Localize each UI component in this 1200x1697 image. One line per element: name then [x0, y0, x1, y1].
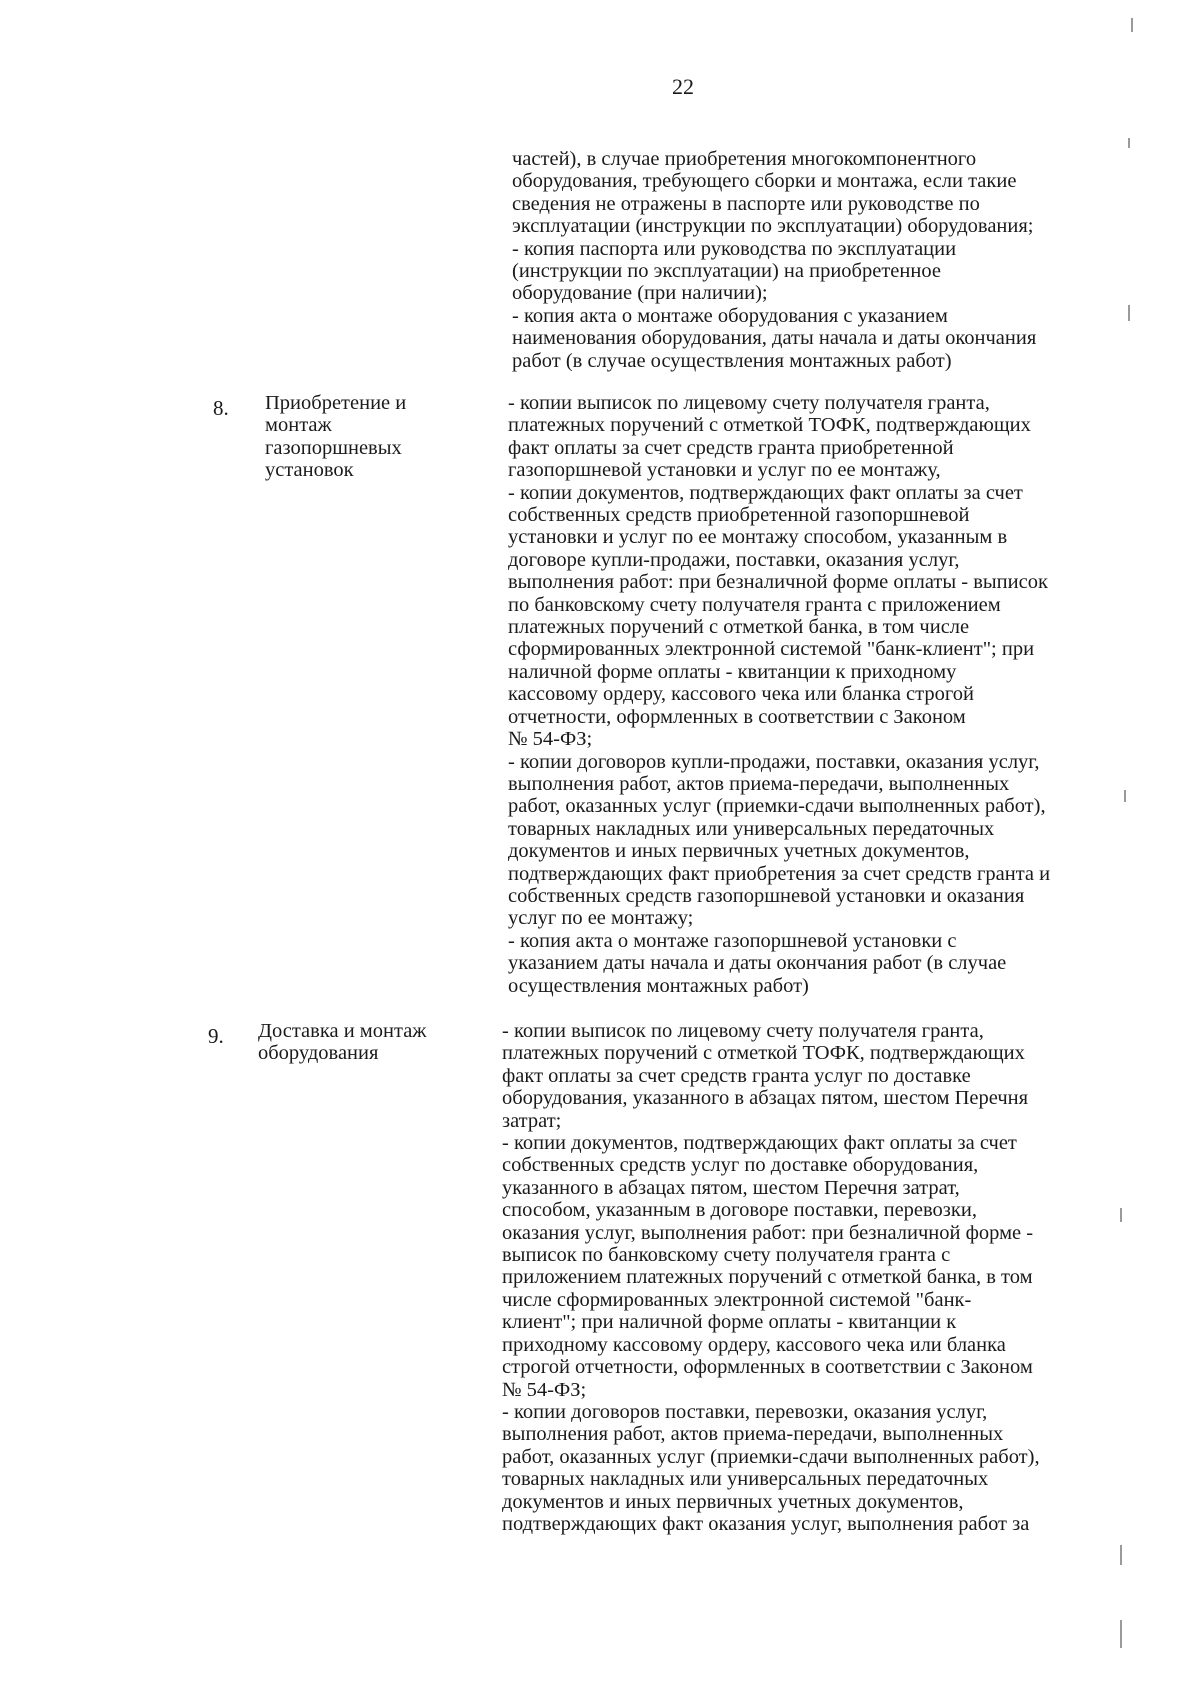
text-line: строгой отчетности, оформленных в соответствии с Законом [502, 1356, 1033, 1379]
text-line: выполнения работ: при безналичной форме оплаты - выписок [508, 571, 1048, 594]
text-line: платежных поручений с отметкой ТОФК, подтверждающих [502, 1042, 1025, 1065]
text-line: числе сформированных электронной системой "банк- [502, 1288, 972, 1311]
text-line: оборудования, указанного в абзацах пятом, шестом Перечня [502, 1087, 1029, 1110]
text-line: № 54-ФЗ; [508, 728, 593, 751]
page-number: 22 [672, 74, 694, 99]
row-number: 8. [213, 396, 229, 420]
text-line: платежных поручений с отметкой банка, в том числе [508, 616, 970, 639]
text-line: указанного в абзацах пятом, шестом Перечня затрат, [502, 1176, 960, 1199]
text-line: услуг по ее монтажу; [508, 907, 694, 930]
text-line: способом, указанным в договоре поставки, перевозки, [502, 1199, 977, 1222]
text-line: документов и иных первичных учетных документов, [508, 840, 970, 863]
text-line: - копия акта о монтаже газопоршневой установки с [508, 929, 957, 952]
text-line: наименования оборудования, даты начала и даты окончания [512, 327, 1037, 350]
text-line: работ, оказанных услуг (приемки-сдачи выполненных работ), [502, 1445, 1040, 1468]
row-description-lines [502, 1020, 1040, 1535]
scan-speck [1131, 18, 1133, 32]
row-description [502, 1020, 1040, 1535]
text-line: - копия паспорта или руководства по эксплуатации [512, 237, 957, 260]
row-title-line: установок [265, 459, 354, 482]
scan-speck [1128, 305, 1130, 321]
row-title-line: монтаж [265, 414, 332, 437]
text-line: отчетности, оформленных в соответствии с Законом [508, 705, 966, 728]
continuation-lines [512, 148, 1036, 372]
row-title [265, 392, 406, 482]
text-line: клиент"; при наличной форме оплаты - квитанции к [502, 1311, 957, 1334]
text-line: собственных средств газопоршневой установки и оказания [508, 884, 1025, 907]
row-title-line: оборудования [258, 1042, 379, 1065]
row-title-line: газопоршневых [265, 436, 402, 459]
text-line: указанием даты начала и даты окончания работ (в случае [508, 952, 1007, 975]
text-line: собственных средств приобретенной газопоршневой [508, 504, 970, 527]
text-line: - копии документов, подтверждающих факт оплаты за счет [508, 481, 1023, 504]
text-line: эксплуатации (инструкции по эксплуатации) оборудования; [512, 215, 1034, 238]
scan-speck [1128, 138, 1130, 148]
text-line: подтверждающих факт оказания услуг, выполнения работ за [502, 1512, 1030, 1535]
text-line: установки и услуг по ее монтажу способом, указанным в [508, 526, 1008, 549]
text-line: выписок по банковскому счету получателя гранта с [502, 1244, 951, 1267]
text-line: кассовому ордеру, кассового чека или бланка строгой [508, 683, 974, 706]
row-number: 9. [208, 1024, 224, 1048]
row-title-line: Доставка и монтаж [258, 1020, 427, 1042]
text-line: (инструкции по эксплуатации) на приобретенное [512, 260, 941, 283]
scan-speck [1120, 1545, 1122, 1565]
text-line: товарных накладных или универсальных передаточных [502, 1468, 989, 1491]
text-line: оборудование (при наличии); [512, 282, 768, 305]
text-line: по банковскому счету получателя гранта с приложением [508, 593, 1001, 616]
text-line: подтверждающих факт приобретения за счет средств гранта и [508, 862, 1051, 885]
text-line: частей), в случае приобретения многокомпонентного [512, 148, 977, 170]
text-line: приходному кассовому ордеру, кассового чека или бланка [502, 1333, 1006, 1356]
text-line: факт оплаты за счет средств гранта приобретенной [508, 436, 954, 459]
text-line: договоре купли-продажи, поставки, оказания услуг, [508, 548, 960, 571]
row-title [258, 1020, 426, 1065]
text-line: затрат; [502, 1109, 562, 1132]
scan-speck [1120, 1620, 1122, 1648]
text-line: оборудования, требующего сборки и монтажа, если такие [512, 170, 1017, 193]
text-line: выполнения работ, актов приема-передачи, выполненных [502, 1423, 1004, 1446]
text-line: - копии выписок по лицевому счету получателя гранта, [508, 392, 990, 414]
text-line: собственных средств услуг по доставке оборудования, [502, 1154, 979, 1177]
text-line: № 54-ФЗ; [502, 1378, 587, 1401]
text-line: газопоршневой установки и услуг по ее монтажу, [508, 459, 941, 482]
text-line: осуществления монтажных работ) [508, 974, 809, 997]
text-line: - копии документов, подтверждающих факт оплаты за счет [502, 1132, 1017, 1155]
text-line: товарных накладных или универсальных передаточных [508, 817, 995, 840]
text-line: документов и иных первичных учетных документов, [502, 1490, 964, 1513]
row-title-line: Приобретение и [265, 392, 407, 414]
text-line: сформированных электронной системой "банк-клиент"; при [508, 638, 1035, 661]
text-line: сведения не отражены в паспорте или руководстве по [512, 192, 980, 215]
text-line: - копия акта о монтаже оборудования с указанием [512, 304, 948, 327]
text-line: платежных поручений с отметкой ТОФК, подтверждающих [508, 414, 1031, 437]
text-line: факт оплаты за счет средств гранта услуг по доставке [502, 1064, 971, 1087]
text-line: - копии договоров поставки, перевозки, оказания услуг, [502, 1400, 988, 1423]
continuation-text [512, 148, 1036, 372]
text-line: работ, оказанных услуг (приемки-сдачи выполненных работ), [508, 795, 1046, 818]
text-line: наличной форме оплаты - квитанции к приходному [508, 660, 957, 683]
scan-speck [1124, 790, 1126, 802]
text-line: оказания услуг, выполнения работ: при безналичной форме - [502, 1221, 1034, 1244]
scan-speck [1120, 1208, 1122, 1222]
text-line: выполнения работ, актов приема-передачи, выполненных [508, 772, 1010, 795]
text-line: приложением платежных поручений с отметкой банка, в том [502, 1266, 1033, 1289]
text-line: работ (в случае осуществления монтажных работ) [512, 349, 952, 372]
text-line: - копии договоров купли-продажи, поставки, оказания услуг, [508, 750, 1040, 773]
row-description-lines [508, 392, 1050, 997]
row-description [508, 392, 1050, 997]
text-line: - копии выписок по лицевому счету получателя гранта, [502, 1020, 984, 1042]
